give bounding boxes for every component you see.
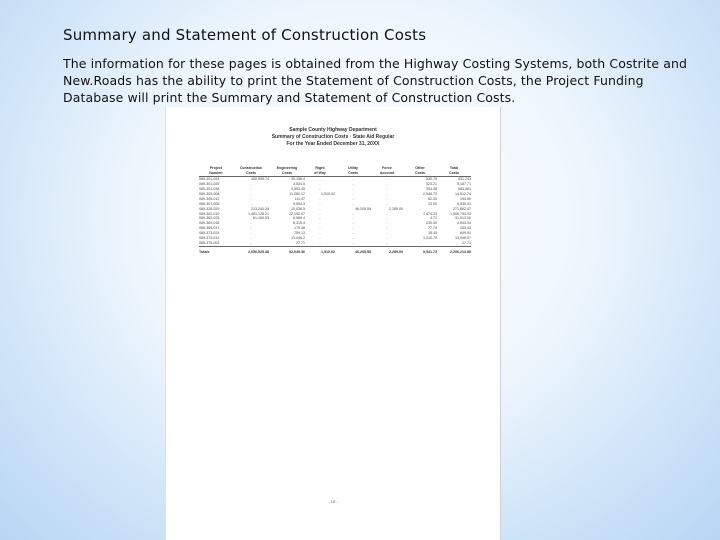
- document-header-line-3: For the Year Ended December 31, 20XX: [286, 141, 380, 147]
- document-header-line-1: Sample County Highway Department: [289, 127, 377, 133]
- table-cell: -: [319, 201, 321, 206]
- table-cell: 089-362-019: [199, 211, 220, 216]
- table-cell: 1,506,794.93: [450, 211, 471, 216]
- table-cell: 3,534.5: [293, 182, 305, 187]
- table-cell: -: [386, 182, 388, 187]
- column-header: Utility: [348, 166, 358, 170]
- table-cell: -: [352, 196, 354, 201]
- totals-cell: 92,049.36: [269, 246, 305, 254]
- table-cell: -: [250, 231, 252, 236]
- column-header: Total: [449, 166, 459, 170]
- table-cell: -: [419, 206, 421, 211]
- table-cell: 089-301-038: [199, 187, 220, 191]
- column-header: Costs: [437, 171, 471, 177]
- table-cell: -: [250, 240, 252, 245]
- table-cell: 9,904.3: [293, 201, 305, 206]
- table-cell: 089-301-029: [199, 182, 220, 187]
- totals-cell: 46,205.55: [335, 246, 371, 254]
- page-number: - 15 -: [328, 499, 338, 504]
- table-cell: 230.49: [426, 221, 437, 226]
- table-cell: -: [319, 231, 321, 236]
- table-cell: 22,192.07: [289, 211, 305, 216]
- column-header: Number: [199, 171, 233, 177]
- table-cell: -: [319, 221, 321, 226]
- column-header: Account: [371, 171, 403, 177]
- table-cell: -: [352, 177, 354, 182]
- table-cell: -: [386, 177, 388, 182]
- column-header: Costs: [233, 171, 269, 177]
- table-cell: -: [386, 211, 388, 216]
- table-cell: -: [250, 201, 252, 206]
- table-cell: -: [386, 191, 388, 196]
- table-cell: 089-362-025: [199, 216, 220, 221]
- table-cell: 46,205.55: [355, 206, 371, 211]
- table-cell: -: [386, 196, 388, 201]
- table-cell: -: [250, 226, 252, 231]
- table-cell: 10,038.5: [291, 206, 305, 211]
- table-cell: 2,546.73: [423, 191, 437, 196]
- table-cell: -: [250, 187, 252, 191]
- table-cell: -: [319, 216, 321, 221]
- column-header: Right: [315, 166, 325, 170]
- table-cell: 23.00: [428, 201, 437, 206]
- table-cell: 4,543.34: [457, 221, 471, 226]
- table-cell: -: [352, 211, 354, 216]
- table-cell: -: [386, 240, 388, 245]
- table-cell: 849.91: [460, 231, 471, 236]
- table-cell: 089-301-024: [199, 177, 220, 182]
- table-cell: -: [352, 240, 354, 245]
- table-cell: -: [319, 236, 321, 241]
- table-cell: -: [352, 236, 354, 241]
- table-cell: 111.47: [294, 196, 305, 201]
- table-cell: 089-305-012: [199, 196, 220, 201]
- table-cell: -: [250, 182, 252, 187]
- table-cell: 271,662.47: [453, 206, 471, 211]
- table-cell: 2,285.00: [389, 206, 403, 211]
- column-header: Costs: [403, 171, 437, 177]
- table-cell: -: [250, 196, 252, 201]
- table-cell: -: [419, 240, 421, 245]
- table-cell: -: [250, 221, 252, 226]
- table-cell: 759.13: [294, 231, 305, 236]
- slide-title: Summary and Statement of Construction Costs: [63, 26, 427, 44]
- table-cell: 5,187.71: [457, 182, 471, 187]
- table-cell: -: [319, 211, 321, 216]
- table-cell: -: [352, 191, 354, 196]
- table-cell: 1,510.02: [321, 191, 335, 196]
- document-header-line-2: Summary of Construction Costs · State Aid Regular: [271, 134, 395, 140]
- table-cell: 82.43: [428, 196, 437, 201]
- table-cell: -: [319, 177, 321, 182]
- table-cell: -: [250, 236, 252, 241]
- table-cell: -: [352, 226, 354, 231]
- table-cell: 523.21: [426, 182, 437, 187]
- totals-cell: 9,541.73: [403, 246, 437, 254]
- column-header: Costs: [269, 171, 305, 177]
- document-page: [166, 107, 500, 540]
- table-cell: -: [386, 201, 388, 206]
- slide-body-text: The information for these pages is obtained from the Highway Costing Systems, both Costrite and New.Roads has the ability to print the Statement of Construction Costs, the Project Funding Database will print the Summary and Statement of Construction Costs.: [63, 56, 688, 105]
- table-cell: 089-307-005: [199, 201, 220, 206]
- table-cell: -: [319, 226, 321, 231]
- table-cell: 30,156.4: [291, 177, 305, 182]
- table-cell: 354.38: [426, 187, 437, 191]
- table-cell: 089-303-008: [199, 191, 220, 196]
- table-cell: 27.71: [462, 240, 471, 245]
- totals-cell: 2,285.00: [371, 246, 403, 254]
- table-cell: 530.75: [426, 177, 437, 182]
- table-cell: -: [386, 226, 388, 231]
- column-header: Construction: [239, 166, 263, 170]
- table-cell: -: [319, 206, 321, 211]
- table-cell: 61,160.53: [253, 216, 269, 221]
- totals-cell: Totals: [199, 246, 233, 254]
- table-cell: -: [386, 236, 388, 241]
- table-cell: 13,446.2: [291, 236, 305, 241]
- table-cell: 1,210.70: [423, 236, 437, 241]
- table-cell: -: [250, 191, 252, 196]
- table-cell: -: [319, 240, 321, 245]
- table-cell: 31,013.00: [455, 216, 471, 221]
- table-cell: 9,930.31: [457, 201, 471, 206]
- table-cell: 6,969.4: [293, 216, 305, 221]
- table-cell: 18.45: [428, 231, 437, 236]
- table-cell: 213,240.34: [251, 206, 269, 211]
- table-cell: 089-375-003: [199, 240, 220, 245]
- table-cell: -: [352, 216, 354, 221]
- table-cell: -: [319, 182, 321, 187]
- table-cell: 089-369-016: [199, 221, 220, 226]
- table-cell: -: [386, 216, 388, 221]
- table-cell: 1,481,128.21: [248, 211, 269, 216]
- table-cell: -: [352, 201, 354, 206]
- table-cell: 089-373-012: [199, 236, 220, 241]
- table-cell: 11,260.17: [289, 191, 305, 196]
- column-header: Engineering: [276, 166, 298, 170]
- table-cell: 400,555.74: [251, 177, 269, 182]
- table-cell: 089-373-024: [199, 231, 220, 236]
- table-cell: -: [352, 221, 354, 226]
- column-header: of Way: [305, 171, 335, 177]
- table-cell: 431,243: [458, 177, 471, 182]
- table-cell: 3,593.45: [291, 187, 305, 191]
- construction-costs-table: [199, 166, 471, 255]
- column-header: Costs: [335, 171, 371, 177]
- table-cell: 194.90: [460, 196, 471, 201]
- table-cell: 253.43: [460, 226, 471, 231]
- table-cell: 27.71: [296, 240, 305, 245]
- table-cell: 14,512.74: [455, 191, 471, 196]
- table-cell: -: [352, 182, 354, 187]
- table-cell: -: [386, 187, 388, 191]
- table-cell: 13,946.07: [455, 236, 471, 241]
- table-cell: 089-328-029: [199, 206, 220, 211]
- table-cell: -: [352, 187, 354, 191]
- table-cell: -: [319, 196, 321, 201]
- table-cell: 089-369-017: [199, 226, 220, 231]
- column-header: Other: [415, 166, 425, 170]
- totals-cell: 1,510.02: [305, 246, 335, 254]
- totals-row: [199, 246, 471, 254]
- table-cell: 1,474.23: [423, 211, 437, 216]
- table-cell: 77.79: [428, 226, 437, 231]
- table-cell: 4.71: [430, 216, 437, 221]
- column-header: Project: [209, 166, 223, 170]
- table-cell: 483,461: [458, 187, 471, 191]
- table-cell: -: [386, 221, 388, 226]
- totals-cell: 2,206,213.85: [437, 246, 471, 254]
- table-cell: -: [386, 231, 388, 236]
- column-header: Force: [382, 166, 392, 170]
- table-cell: 8,315.4: [293, 221, 305, 226]
- totals-cell: 2,056,525.48: [233, 246, 269, 254]
- table-cell: -: [319, 187, 321, 191]
- table-cell: 179.48: [294, 226, 305, 231]
- table-cell: -: [352, 231, 354, 236]
